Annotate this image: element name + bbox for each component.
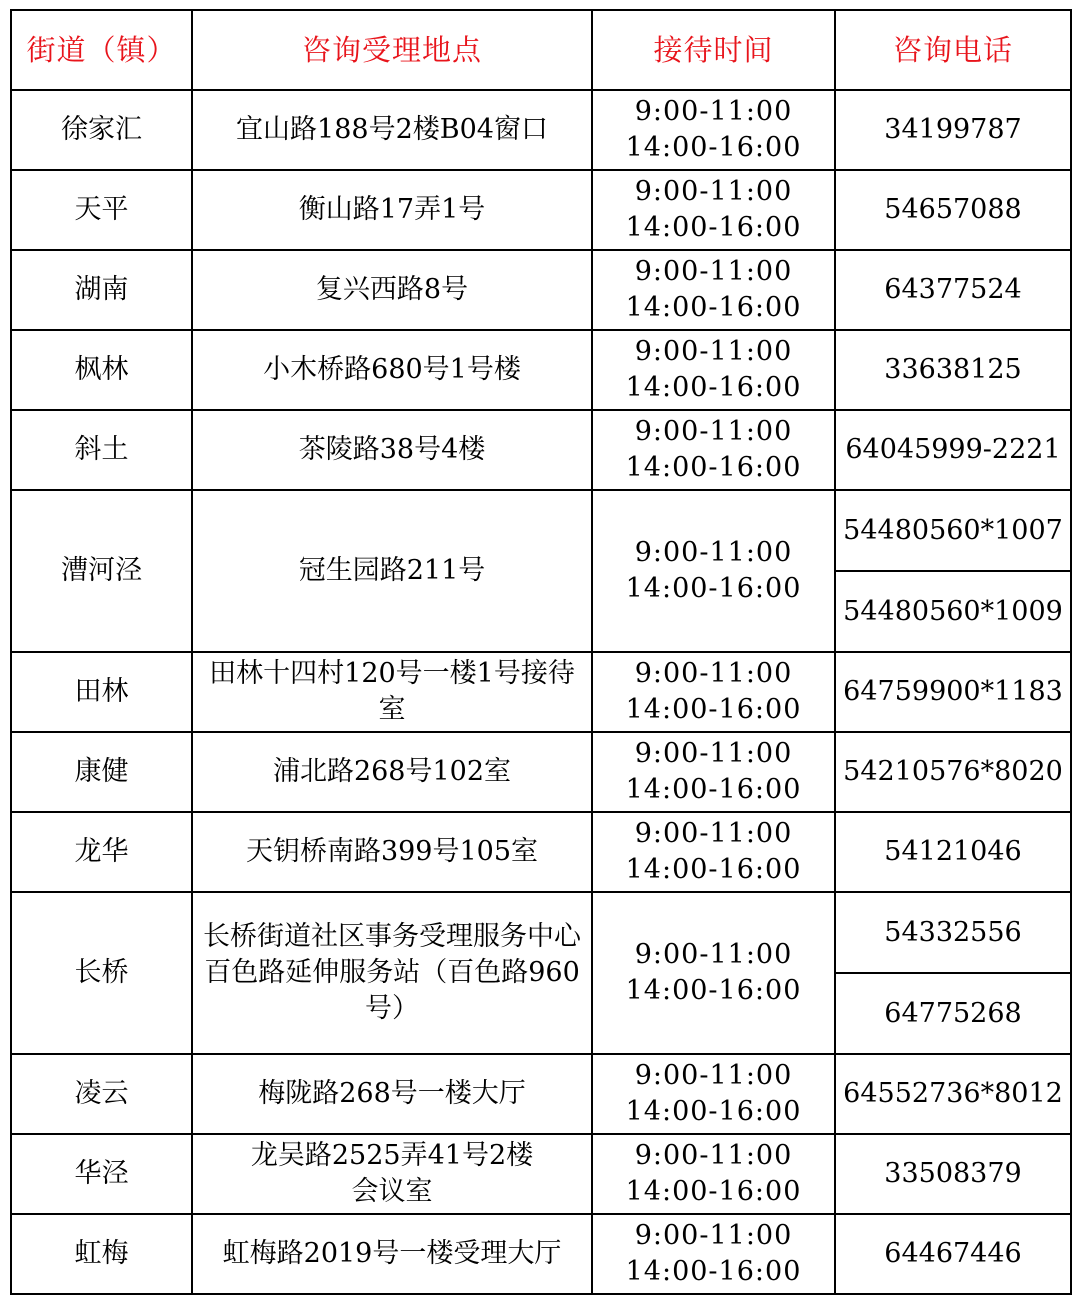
table-row xyxy=(11,1054,1071,1134)
header-location: 咨询受理地点 xyxy=(192,10,592,90)
street-cell: 枫林 xyxy=(11,330,192,410)
location-cell: 复兴西路8号 xyxy=(192,250,592,330)
hours-cell xyxy=(592,330,835,410)
hours-cell xyxy=(592,90,835,170)
table-row xyxy=(11,490,1071,571)
hours-cell xyxy=(592,410,835,490)
hours-pm: 14:00-16:00 xyxy=(625,573,802,604)
phone-cell: 34199787 xyxy=(835,90,1071,170)
hours-pm: 14:00-16:00 xyxy=(625,292,802,323)
location-cell: 小木桥路680号1号楼 xyxy=(192,330,592,410)
hours-am: 9:00-11:00 xyxy=(634,1220,793,1251)
hours-cell xyxy=(592,812,835,892)
phone-cell: 64467446 xyxy=(835,1214,1071,1294)
table-row xyxy=(11,410,1071,490)
phone-cell: 33508379 xyxy=(835,1134,1071,1214)
header-row xyxy=(11,10,1071,90)
hours-pm: 14:00-16:00 xyxy=(625,975,802,1006)
phone-cell: 54121046 xyxy=(835,812,1071,892)
header-street: 街道（镇） xyxy=(11,10,192,90)
hours-cell xyxy=(592,490,835,652)
hours-pm: 14:00-16:00 xyxy=(625,1256,802,1287)
phone-cell: 54210576*8020 xyxy=(835,732,1071,812)
phone-cell: 33638125 xyxy=(835,330,1071,410)
phone-cell: 64775268 xyxy=(835,973,1071,1054)
header-hours: 接待时间 xyxy=(592,10,835,90)
street-cell: 湖南 xyxy=(11,250,192,330)
hours-am: 9:00-11:00 xyxy=(634,537,793,568)
table-row xyxy=(11,330,1071,410)
hours-pm: 14:00-16:00 xyxy=(625,452,802,483)
hours-pm: 14:00-16:00 xyxy=(625,694,802,725)
hours-am: 9:00-11:00 xyxy=(634,96,793,127)
hours-am: 9:00-11:00 xyxy=(634,256,793,287)
street-cell: 华泾 xyxy=(11,1134,192,1214)
header-phone: 咨询电话 xyxy=(835,10,1071,90)
table-row xyxy=(11,732,1071,812)
service-directory-table xyxy=(10,9,1072,1295)
location-cell: 天钥桥南路399号105室 xyxy=(192,812,592,892)
street-cell: 田林 xyxy=(11,652,192,732)
street-cell: 天平 xyxy=(11,170,192,250)
street-cell: 虹梅 xyxy=(11,1214,192,1294)
location-cell: 长桥街道社区事务受理服务中心百色路延伸服务站（百色路960号） xyxy=(192,892,592,1054)
hours-am: 9:00-11:00 xyxy=(634,1060,793,1091)
location-cell: 宜山路188号2楼B04窗口 xyxy=(192,90,592,170)
table-row xyxy=(11,1214,1071,1294)
table-row xyxy=(11,812,1071,892)
hours-pm: 14:00-16:00 xyxy=(625,774,802,805)
street-cell: 斜土 xyxy=(11,410,192,490)
location-cell: 田林十四村120号一楼1号接待室 xyxy=(192,652,592,732)
street-cell: 龙华 xyxy=(11,812,192,892)
hours-am: 9:00-11:00 xyxy=(634,818,793,849)
hours-am: 9:00-11:00 xyxy=(634,658,793,689)
street-cell: 康健 xyxy=(11,732,192,812)
location-cell: 虹梅路2019号一楼受理大厅 xyxy=(192,1214,592,1294)
hours-cell xyxy=(592,732,835,812)
hours-am: 9:00-11:00 xyxy=(634,176,793,207)
table-row xyxy=(11,892,1071,973)
street-cell: 长桥 xyxy=(11,892,192,1054)
hours-cell xyxy=(592,1054,835,1134)
table-row xyxy=(11,90,1071,170)
hours-pm: 14:00-16:00 xyxy=(625,212,802,243)
street-cell: 徐家汇 xyxy=(11,90,192,170)
hours-am: 9:00-11:00 xyxy=(634,738,793,769)
phone-cell: 64759900*1183 xyxy=(835,652,1071,732)
hours-cell xyxy=(592,892,835,1054)
hours-pm: 14:00-16:00 xyxy=(625,1176,802,1207)
phone-cell: 54657088 xyxy=(835,170,1071,250)
table-row xyxy=(11,652,1071,732)
street-cell: 凌云 xyxy=(11,1054,192,1134)
phone-cell: 64377524 xyxy=(835,250,1071,330)
hours-am: 9:00-11:00 xyxy=(634,416,793,447)
table-row xyxy=(11,1134,1071,1214)
table-row xyxy=(11,250,1071,330)
phone-cell: 54332556 xyxy=(835,892,1071,973)
hours-am: 9:00-11:00 xyxy=(634,939,793,970)
hours-pm: 14:00-16:00 xyxy=(625,372,802,403)
street-cell: 漕河泾 xyxy=(11,490,192,652)
hours-cell xyxy=(592,1134,835,1214)
location-cell: 梅陇路268号一楼大厅 xyxy=(192,1054,592,1134)
hours-cell xyxy=(592,1214,835,1294)
location-cell: 茶陵路38号4楼 xyxy=(192,410,592,490)
hours-pm: 14:00-16:00 xyxy=(625,854,802,885)
phone-cell: 54480560*1007 xyxy=(835,490,1071,571)
hours-am: 9:00-11:00 xyxy=(634,336,793,367)
hours-cell xyxy=(592,250,835,330)
phone-cell: 54480560*1009 xyxy=(835,571,1071,652)
table-row xyxy=(11,170,1071,250)
hours-cell xyxy=(592,652,835,732)
location-cell: 浦北路268号102室 xyxy=(192,732,592,812)
phone-cell: 64045999-2221 xyxy=(835,410,1071,490)
location-cell: 衡山路17弄1号 xyxy=(192,170,592,250)
location-cell: 龙吴路2525弄41号2楼 会议室 xyxy=(192,1134,592,1214)
hours-pm: 14:00-16:00 xyxy=(625,1096,802,1127)
hours-am: 9:00-11:00 xyxy=(634,1140,793,1171)
location-cell: 冠生园路211号 xyxy=(192,490,592,652)
hours-cell xyxy=(592,170,835,250)
hours-pm: 14:00-16:00 xyxy=(625,132,802,163)
phone-cell: 64552736*8012 xyxy=(835,1054,1071,1134)
